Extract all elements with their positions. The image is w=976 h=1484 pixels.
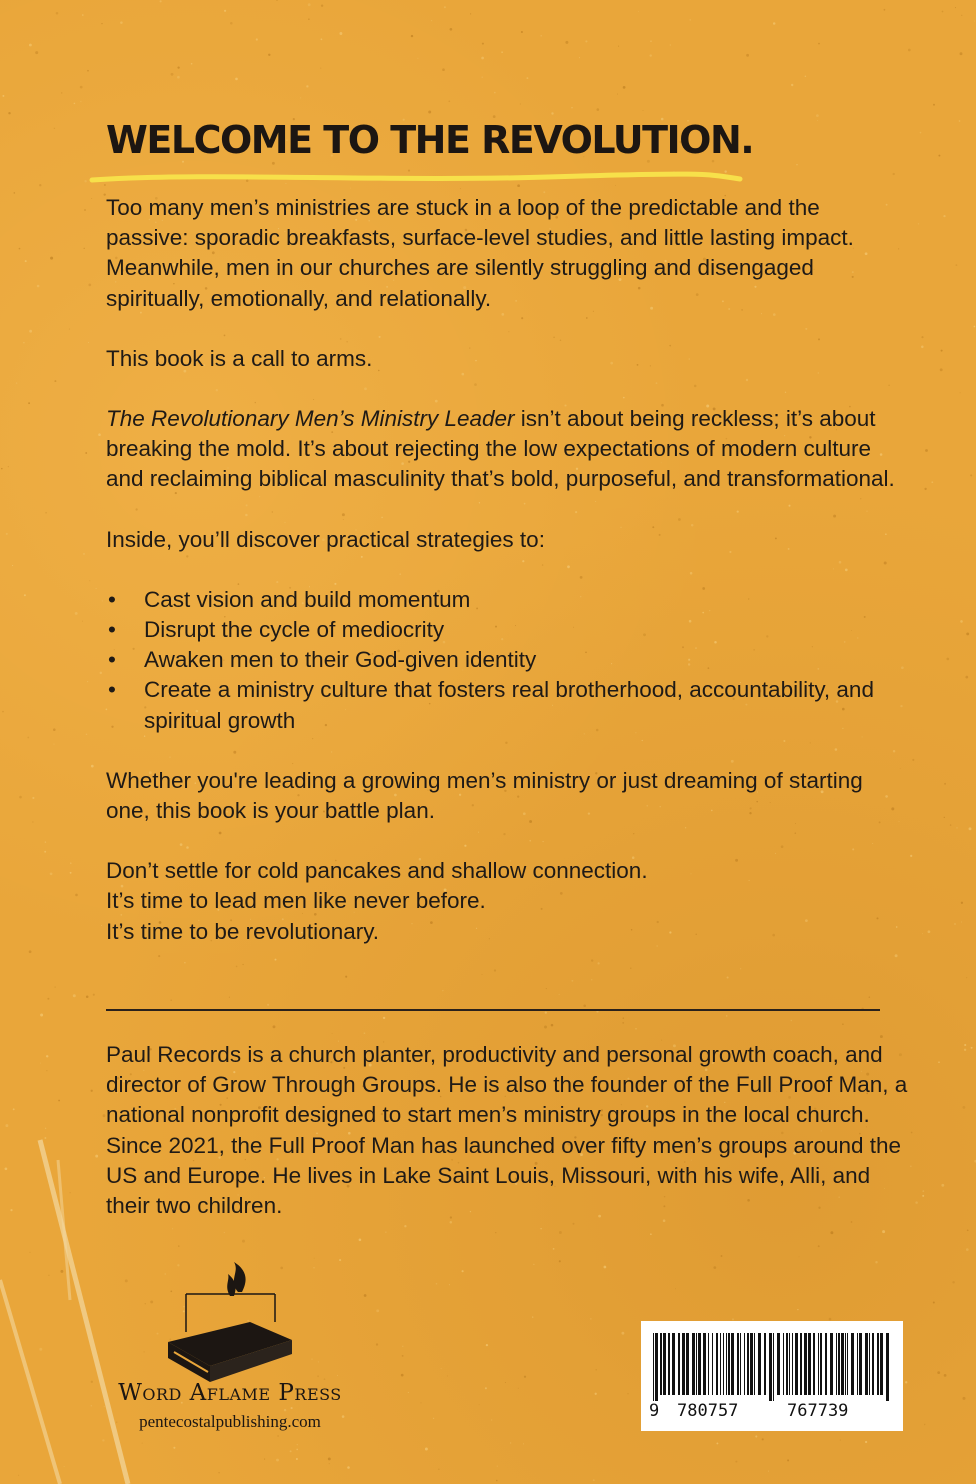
- flaming-book-icon: [100, 1262, 360, 1382]
- author-bio: Paul Records is a church planter, productivity and personal growth coach, and director of Grow Through Groups. He is also the founder of the Full Proof Man, a national nonprofit designed to start men’s ministry groups in the local church. Since 2021, the Full Proof Man has launched over fifty men’s groups around the US and Europe. He lives in Lake Saint Louis, Missouri, with his wife, Alli, and their two children.: [106, 1042, 908, 1219]
- book-title: The Revolutionary Men’s Ministry Leader: [106, 406, 515, 432]
- call-to-arms: This book is a call to arms.: [106, 345, 373, 371]
- closing-line: Don’t settle for cold pancakes and shallow connection.: [106, 858, 648, 884]
- bullet-icon: •: [108, 647, 116, 673]
- barcode-digits-right: 767739: [787, 1401, 849, 1421]
- intro-paragraph: Too many men’s ministries are stuck in a loop of the predictable and the passive: sporadic breakfasts, surface-level studies, and little lasting impact. Meanwhile, men in our churches are silently struggling and disengaged spiritually, emotionally, and relationally.: [106, 195, 854, 311]
- publisher-name: Word Aflame Press: [118, 1380, 342, 1406]
- publisher-url: pentecostalpublishing.com: [139, 1412, 321, 1431]
- bullet-icon: •: [108, 586, 116, 612]
- bullet-icon: •: [108, 677, 116, 703]
- publisher-logo: [100, 1262, 370, 1442]
- list-item: • Awaken men to their God-given identity: [106, 645, 906, 675]
- isbn-barcode: [641, 1321, 903, 1431]
- list-item: • Cast vision and build momentum: [106, 585, 906, 615]
- section-divider: [106, 1009, 880, 1011]
- closing-lines: [106, 856, 906, 947]
- list-item: • Create a ministry culture that fosters real brotherhood, accountability, and spiritual growth: [108, 677, 874, 733]
- closing-line: It’s time to lead men like never before.: [106, 888, 486, 914]
- barcode-digits-left: 780757: [677, 1401, 739, 1421]
- highlight-underline: [88, 168, 744, 188]
- book-description-rest: isn’t about being reckless; it’s about breaking the mold. It’s about rejecting the low expectations of modern culture and reclaiming biblical masculinity that’s bold, purposeful, and transformational.: [106, 406, 895, 492]
- headline: WELCOME TO THE REVOLUTION.: [106, 118, 754, 162]
- strategy-list: [106, 585, 906, 736]
- barcode-bars: [651, 1333, 893, 1401]
- barcode-digit-first: 9: [649, 1401, 660, 1421]
- closing-line: It’s time to be revolutionary.: [106, 918, 380, 944]
- description: [106, 193, 906, 947]
- list-item: • Disrupt the cycle of mediocrity: [106, 615, 906, 645]
- inside-intro: Inside, you’ll discover practical strategies to:: [106, 526, 545, 552]
- whether-paragraph: Whether you're leading a growing men’s ministry or just dreaming of starting one, this book is your battle plan.: [106, 767, 863, 824]
- bullet-icon: •: [108, 617, 116, 643]
- book-description: [106, 404, 906, 495]
